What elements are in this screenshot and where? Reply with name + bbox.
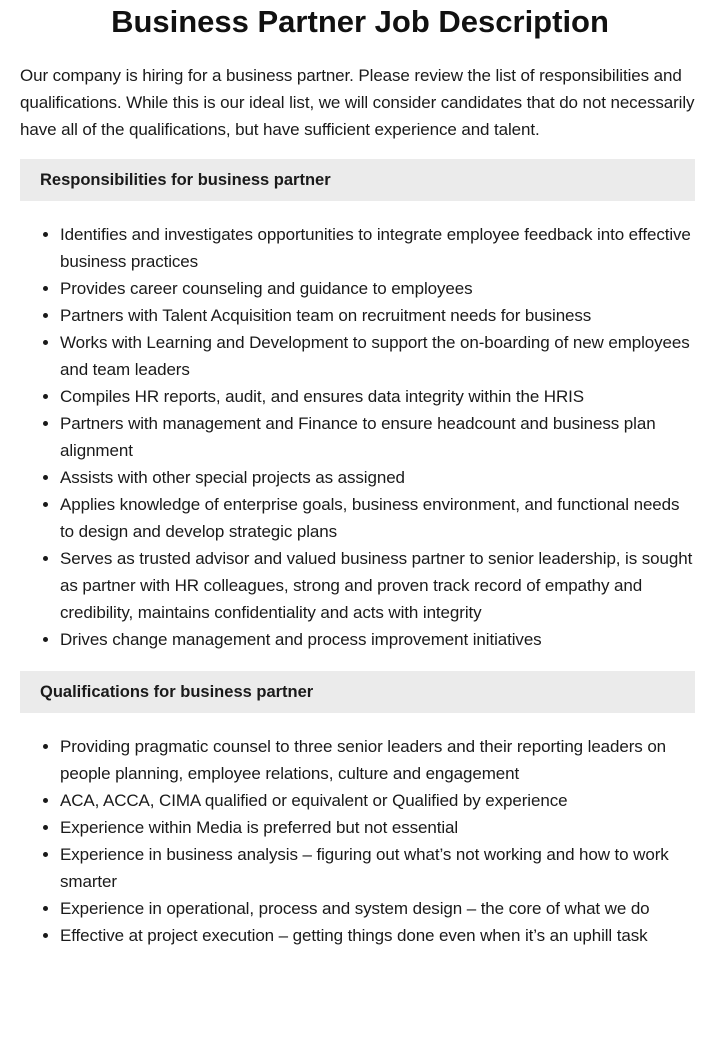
list-item: • Works with Learning and Development to support the on-boarding of new employees and team leaders xyxy=(60,329,695,383)
list-item: • Experience in business analysis – figuring out what’s not working and how to work smarter xyxy=(60,841,695,895)
responsibilities-list xyxy=(20,221,695,653)
list-item: • Identifies and investigates opportunities to integrate employee feedback into effective business practices xyxy=(60,221,695,275)
list-item: • Drives change management and process improvement initiatives xyxy=(60,626,695,653)
list-item: • Partners with management and Finance to ensure headcount and business plan alignment xyxy=(60,410,695,464)
list-item: • Effective at project execution – getting things done even when it’s an uphill task xyxy=(60,922,695,949)
qualifications-list xyxy=(20,733,695,949)
list-item: • Serves as trusted advisor and valued business partner to senior leadership, is sought as partner with HR colleagues, strong and proven track record of empathy and credibility, maintains confidentiality and acts with integrity xyxy=(60,545,695,626)
qualifications-heading: Qualifications for business partner xyxy=(20,671,695,713)
list-item: • Provides career counseling and guidance to employees xyxy=(60,275,695,302)
list-item: • ACA, ACCA, CIMA qualified or equivalent or Qualified by experience xyxy=(60,787,695,814)
list-item: • Experience in operational, process and system design – the core of what we do xyxy=(60,895,695,922)
page-title: Business Partner Job Description xyxy=(111,4,609,39)
list-item: • Applies knowledge of enterprise goals, business environment, and functional needs to design and develop strategic plans xyxy=(60,491,695,545)
list-item: • Providing pragmatic counsel to three senior leaders and their reporting leaders on people planning, employee relations, culture and engagement xyxy=(60,733,695,787)
list-item: • Partners with Talent Acquisition team on recruitment needs for business xyxy=(60,302,695,329)
intro-paragraph: Our company is hiring for a business partner. Please review the list of responsibilities and qualifications. While this is our ideal list, we will consider candidates that do not necessarily have all of the qualifications, but have sufficient experience and talent. xyxy=(20,66,695,139)
list-item: • Experience within Media is preferred but not essential xyxy=(60,814,695,841)
responsibilities-heading: Responsibilities for business partner xyxy=(20,159,695,201)
list-item: • Compiles HR reports, audit, and ensures data integrity within the HRIS xyxy=(60,383,695,410)
list-item: • Assists with other special projects as assigned xyxy=(60,464,695,491)
